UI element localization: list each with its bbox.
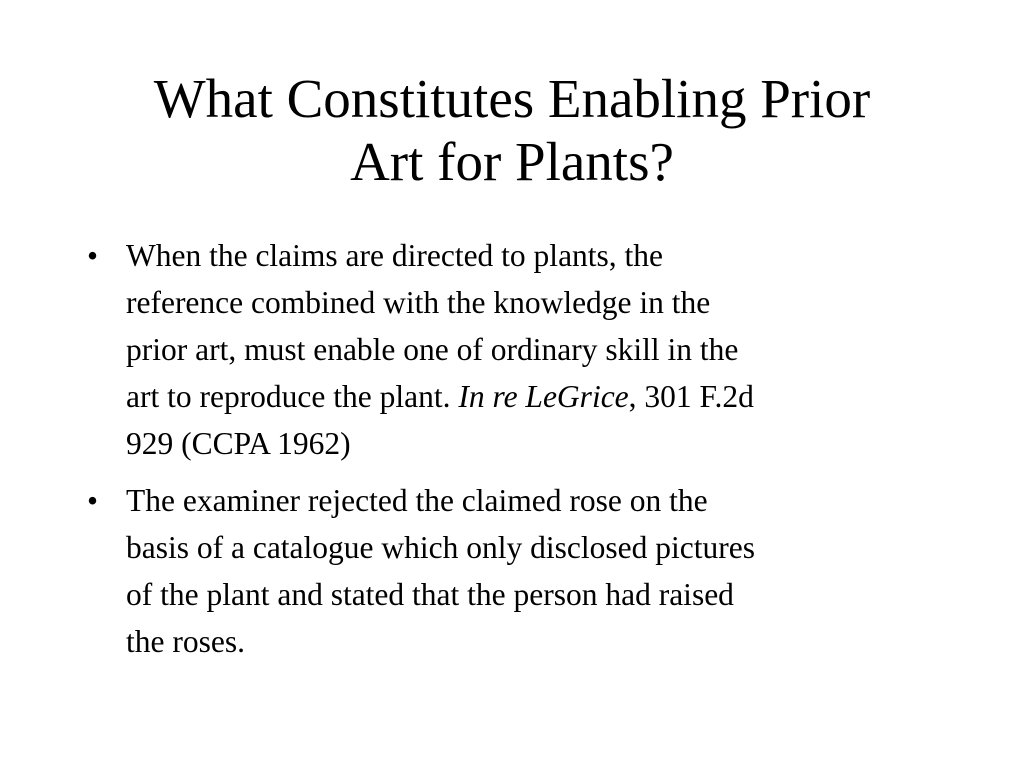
bullet-1-line-1: When the claims are directed to plants, the [126,238,664,273]
bullet-item-rejection [87,477,967,665]
bullet-list [87,232,967,675]
slide-title [60,68,964,193]
bullet-2-line-2: basis of a catalogue which only disclosed pictures [126,530,755,565]
bullet-2-line-1: The examiner rejected the claimed rose on the [126,483,708,518]
bullet-1-line-4 [126,373,967,420]
case-citation-name: In re LeGrice [458,379,629,414]
bullet-1-line-2: reference combined with the knowledge in the [126,285,711,320]
bullet-2-line-4: the roses. [126,624,245,659]
bullet-item-enablement [87,232,967,467]
slide-title-line-1: What Constitutes Enabling Prior [153,68,871,129]
bullet-point-icon: • [87,483,99,518]
bullet-1-line-3: prior art, must enable one of ordinary skill in the [126,332,739,367]
bullet-1-line-5: 929 (CCPA 1962) [126,426,351,461]
bullet-2-line-3: of the plant and stated that the person had raised [126,577,734,612]
bullet-1-line-4-text: art to reproduce the plant. [126,379,459,414]
bullet-point-icon: • [87,238,99,273]
slide-title-line-2: Art for Plants? [350,130,674,192]
case-citation-reporter: , 301 F.2d [628,379,754,414]
